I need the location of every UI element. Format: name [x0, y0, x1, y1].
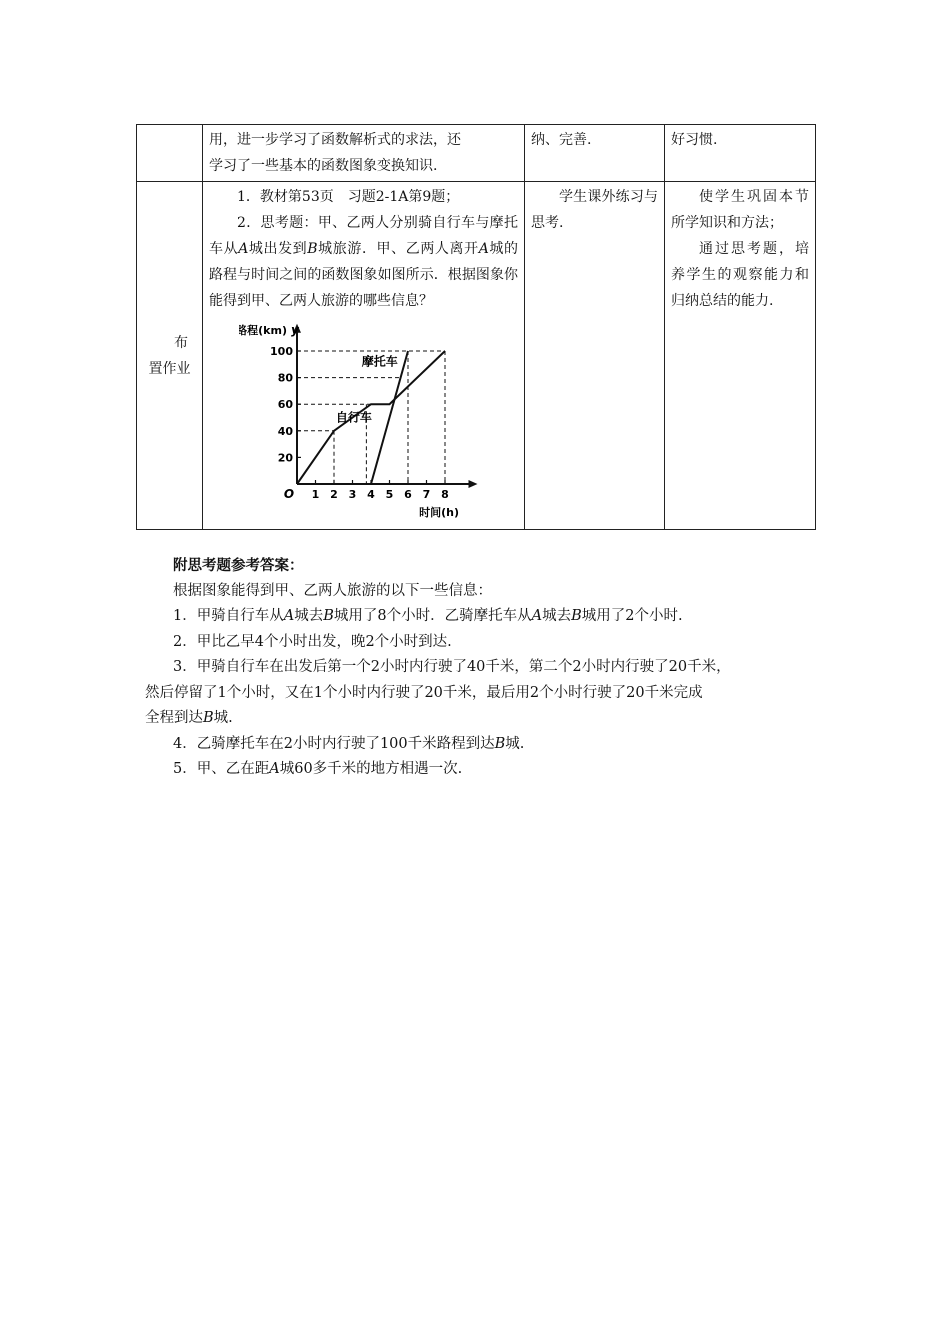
chart-svg	[239, 318, 501, 518]
text: 4．乙骑摩托车在2小时内行驶了100千米路程到达	[173, 735, 495, 752]
origin-label: O	[283, 487, 295, 501]
text: 城出发到	[248, 241, 308, 257]
answer-5	[145, 757, 825, 783]
homework-content-cell	[203, 182, 525, 530]
answer-2: 2．甲比乙早4个小时出发，晚2个小时到达.	[173, 633, 452, 650]
x-tick-label: 7	[422, 488, 431, 501]
answer-3-line-2: 然后停留了1个小时，又在1个小时内行驶了20千米，最后用2个小时行驶了20千米完成	[145, 684, 703, 701]
text: 城.	[505, 735, 525, 752]
answer-3-line-1: 3．甲骑自行车在出发后第一个2小时内行驶了40千米，第二个2小时内行驶了20千米，	[173, 659, 731, 675]
text: 2．思考题：甲、乙两人分别骑自行车与摩托车从	[209, 215, 518, 257]
y-tick-label: 20	[277, 451, 293, 465]
var: A	[283, 608, 295, 624]
purpose-p1: 使学生巩固本节所学知识和方法；	[671, 189, 809, 231]
text: 城.	[213, 710, 233, 726]
table-row	[137, 182, 816, 530]
y-tick-label: 80	[277, 371, 293, 385]
row1-content-cell	[203, 125, 525, 182]
series-line-2	[371, 351, 408, 484]
var: B	[571, 608, 582, 624]
text: 城旅游．甲、乙两人离开	[317, 241, 479, 257]
var: B	[494, 735, 506, 752]
row1-purpose-cell: 好习惯.	[665, 125, 816, 182]
label-line: 布	[174, 334, 188, 351]
var: A	[478, 241, 489, 257]
label-line: 置作业	[148, 360, 191, 377]
series-label-2: 摩托车	[361, 354, 398, 369]
row1-student-cell: 纳、完善.	[525, 125, 665, 182]
answers-title: 附思考题参考答案：	[173, 557, 304, 574]
text: 城去	[294, 608, 324, 624]
x-axis-label: 时间(h)	[419, 506, 459, 518]
x-tick-label: 1	[311, 488, 320, 501]
y-axis-symbol: y	[291, 323, 299, 337]
row1-line: 用，进一步学习了函数解析式的求法，还	[209, 132, 461, 148]
x-tick-label: 5	[385, 488, 394, 501]
x-tick-label: 8	[441, 488, 449, 501]
var: A	[238, 241, 249, 257]
y-tick-label: 40	[277, 424, 293, 438]
homework-student-cell	[525, 182, 665, 530]
y-tick-label: 100	[270, 345, 293, 358]
answer-1	[145, 604, 825, 630]
row1-label-cell	[137, 125, 203, 182]
text: 城去	[542, 608, 572, 624]
lesson-plan-table	[136, 124, 816, 530]
answers-intro: 根据图象能得到甲、乙两人旅游的以下一些信息：	[173, 582, 492, 599]
var: B	[307, 241, 318, 257]
x-tick-label: 2	[330, 488, 338, 501]
homework-item-1: 1．教材第53页 习题2-1A第9题；	[237, 189, 460, 205]
answer-4	[145, 732, 825, 758]
y-axis-label: 路程(km)	[239, 324, 287, 337]
row1-line: 学习了一些基本的函数图象变换知识.	[209, 158, 438, 174]
answer-3-line-3	[145, 706, 825, 732]
homework-label-cell	[137, 182, 203, 530]
x-tick-label: 4	[367, 488, 375, 501]
var: B	[323, 608, 334, 624]
x-tick-label: 6	[404, 488, 412, 501]
var: A	[531, 608, 543, 624]
series-label-1: 自行车	[335, 410, 372, 425]
purpose-p2: 通过思考题，培养学生的观察能力和归纳总结的能力.	[671, 241, 809, 309]
text: 城用了8个小时．乙骑摩托车从	[333, 608, 532, 624]
x-axis-arrow	[469, 480, 478, 488]
text: 1．甲骑自行车从	[173, 608, 284, 624]
homework-item-2	[209, 210, 518, 314]
var: B	[203, 710, 214, 726]
answers-section	[145, 553, 825, 783]
distance-time-chart	[239, 318, 518, 527]
homework-purpose-cell	[665, 182, 816, 530]
text: 5．甲、乙在距	[173, 761, 270, 777]
text: 城的路程与时间之间的函数图象如图所示．根据图象你能得到甲、乙两人旅游的哪些信息？	[209, 241, 519, 309]
text: 城用了2个小时.	[581, 608, 683, 624]
table-row	[137, 125, 816, 182]
text: 全程到达	[145, 710, 203, 726]
student-activity: 学生课外练习与思考.	[531, 189, 658, 231]
text: 城60多千米的地方相遇一次.	[279, 761, 463, 777]
x-tick-label: 3	[348, 488, 357, 501]
var: A	[269, 761, 280, 777]
y-tick-label: 60	[277, 398, 293, 412]
